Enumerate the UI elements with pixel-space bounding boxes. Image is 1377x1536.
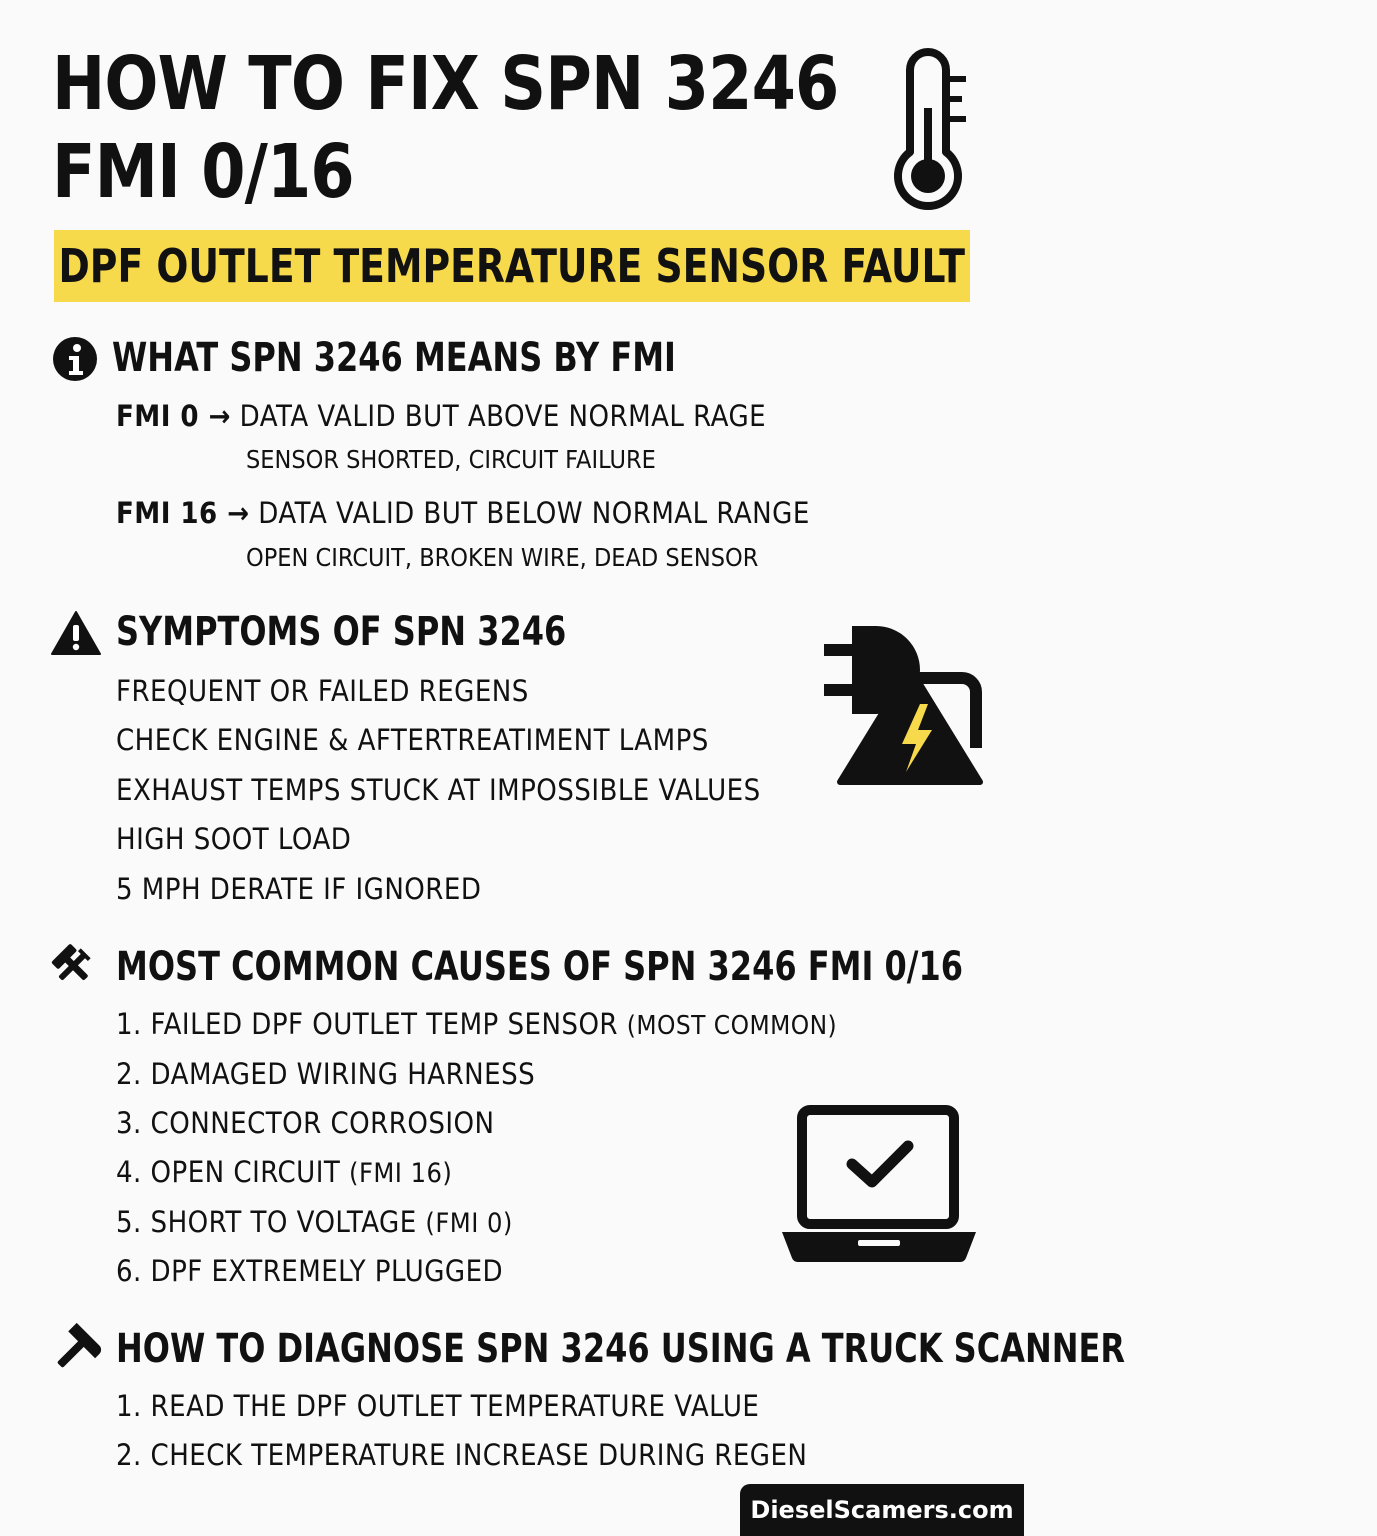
thermometer-icon (888, 52, 972, 216)
subtitle-text: DPF OUTLET TEMPERATURE SENSOR FAULT (58, 239, 966, 293)
cause-item-main: 2. DAMAGED WIRING HARNESS (116, 1057, 536, 1091)
warning-icon (50, 610, 102, 656)
cause-item-note: (MOST COMMON) (626, 1011, 838, 1041)
section-heading-meaning: WHAT SPN 3246 MEANS BY FMI (112, 335, 676, 381)
cause-item-main: 1. FAILED DPF OUTLET TEMP SENSOR (116, 1007, 619, 1041)
symptom-item: HIGH SOOT LOAD (116, 822, 352, 856)
cause-item-note: (FMI 16) (349, 1158, 453, 1189)
cause-item (116, 1253, 503, 1289)
fmi-0-line (116, 398, 766, 434)
fmi-16-code: FMI 16 → (116, 496, 250, 530)
symptom-item: EXHAUST TEMPS STUCK AT IMPOSSIBLE VALUES (116, 773, 761, 807)
electrical-plug-warning-icon (822, 622, 988, 788)
cause-item (116, 1056, 535, 1092)
fmi-0-detail: SENSOR SHORTED, CIRCUIT FAILURE (246, 445, 656, 474)
section-heading-causes: MOST COMMON CAUSES OF SPN 3246 FMI 0/16 (116, 944, 963, 990)
cause-item (116, 1006, 837, 1044)
info-icon (52, 336, 98, 382)
hammer-icon (50, 1326, 102, 1372)
subtitle-banner (54, 230, 970, 302)
symptom-item: FREQUENT OR FAILED REGENS (116, 674, 529, 708)
cause-item (116, 1105, 494, 1141)
diagnose-step: 1. READ THE DPF OUTLET TEMPERATURE VALUE (116, 1389, 760, 1423)
fmi-16-detail: OPEN CIRCUIT, BROKEN WIRE, DEAD SENSOR (246, 543, 759, 572)
fmi-0-code: FMI 0 → (116, 399, 231, 433)
symptom-item: 5 MPH DERATE IF IGNORED (116, 872, 482, 906)
fmi-16-desc: DATA VALID BUT BELOW NORMAL RANGE (258, 496, 810, 530)
title-line-1: HOW TO FIX SPN 3246 (52, 41, 839, 127)
cause-item-main: 5. SHORT TO VOLTAGE (116, 1205, 417, 1239)
cause-item (116, 1204, 513, 1242)
laptop-check-icon (780, 1104, 978, 1264)
section-heading-symptoms: SYMPTOMS OF SPN 3246 (116, 609, 567, 655)
cause-item-main: 6. DPF EXTREMELY PLUGGED (116, 1254, 504, 1288)
footer-brand-text: DieselScamers.com (750, 1496, 1014, 1524)
diagnose-step: 2. CHECK TEMPERATURE INCREASE DURING REGEN (116, 1438, 808, 1472)
page-title (52, 40, 838, 216)
cause-item-note: (FMI 0) (425, 1208, 513, 1239)
cause-item (116, 1154, 452, 1192)
title-line-2: FMI 0/16 (52, 129, 354, 215)
tools-icon (50, 946, 96, 986)
cause-item-main: 3. CONNECTOR CORROSION (116, 1106, 495, 1140)
symptom-item: CHECK ENGINE & AFTERTREATIMENT LAMPS (116, 723, 709, 757)
cause-item-main: 4. OPEN CIRCUIT (116, 1155, 341, 1189)
footer-brand-badge (740, 1484, 1024, 1536)
fmi-0-desc: DATA VALID BUT ABOVE NORMAL RAGE (239, 399, 767, 433)
section-heading-diagnose: HOW TO DIAGNOSE SPN 3246 USING A TRUCK SCANNER (116, 1326, 1126, 1372)
fmi-16-line (116, 495, 810, 531)
